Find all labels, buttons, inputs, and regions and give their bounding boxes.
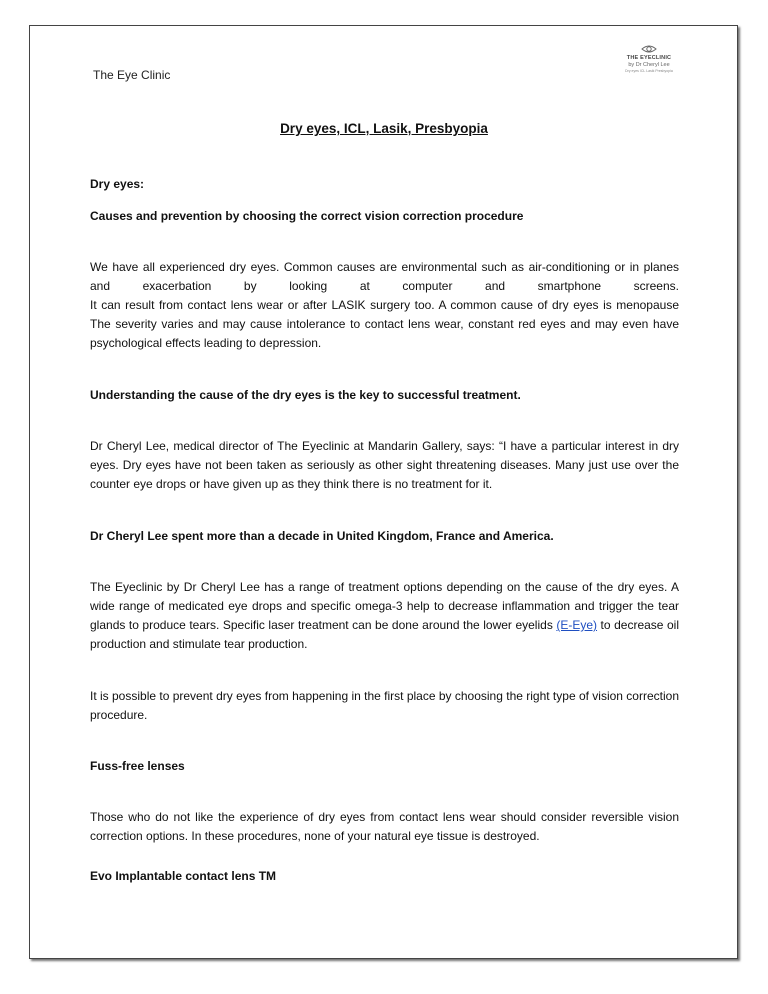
- paragraph-fuss-free: Those who do not like the experience of dry eyes from contact lens wear should consider reversible vision correction options. In these procedures, none of your natural eye tissue is destroyed.: [90, 810, 679, 843]
- understanding-heading: Understanding the cause of the dry eyes is the key to successful treatment.: [90, 388, 521, 402]
- paragraph-causes-line2: It can result from contact lens wear or after LASIK surgery too. A common cause of dry eyes is menopause The severity varies and may cause intolerance to contact lens wear, constant red eyes and may even have psychological effects leading to depression.: [90, 298, 679, 350]
- treatment-text-before-link: The Eyeclinic by Dr Cheryl Lee has a range of treatment options depending on the cause of the dry eyes. A wide range of medicated eye drops and specific omega-3 help to decrease inflammation and trigger the tear glands to produce tears. Specific laser treatment can be done around the lower eyelids: [90, 580, 679, 632]
- logo-name: THE EYECLINIC: [626, 55, 672, 61]
- document-title: Dry eyes, ICL, Lasik, Presbyopia: [280, 121, 488, 136]
- eye-logo-icon: [641, 44, 657, 54]
- header-clinic-name: The Eye Clinic: [93, 68, 171, 82]
- treatment-text-after-link: to decrease oil production and stimulate tear production.: [90, 618, 679, 651]
- causes-heading: Causes and prevention by choosing the correct vision correction procedure: [90, 209, 524, 223]
- paragraph-causes-line1: We have all experienced dry eyes. Common causes are environmental such as air-conditioning or in planes and exacerbation by looking at computer and smartphone screens.: [90, 260, 679, 293]
- evo-heading: Evo Implantable contact lens TM: [90, 869, 277, 883]
- fuss-free-heading: Fuss-free lenses: [90, 759, 185, 773]
- paragraph-treatment-options: [90, 578, 679, 654]
- paragraph-prevention: It is possible to prevent dry eyes from happening in the first place by choosing the right type of vision correction procedure.: [90, 689, 679, 722]
- paragraph-dr-lee-quote: Dr Cheryl Lee, medical director of The Eyeclinic at Mandarin Gallery, says: “I have a particular interest in dry eyes. Dry eyes have not been taken as seriously as other sight threatening diseases. Many just use over the counter eye drops or have given up as they think there is no treatment for it.: [90, 439, 679, 491]
- logo-tagline: Dry eyes ICL Lasik Presbyopia: [625, 69, 673, 73]
- decade-heading: Dr Cheryl Lee spent more than a decade in United Kingdom, France and America.: [90, 529, 554, 543]
- clinic-logo: [622, 44, 676, 74]
- logo-byline: by Dr Cheryl Lee: [628, 62, 670, 68]
- dry-eyes-heading: Dry eyes:: [90, 177, 145, 191]
- e-eye-link[interactable]: (E-Eye): [556, 618, 598, 632]
